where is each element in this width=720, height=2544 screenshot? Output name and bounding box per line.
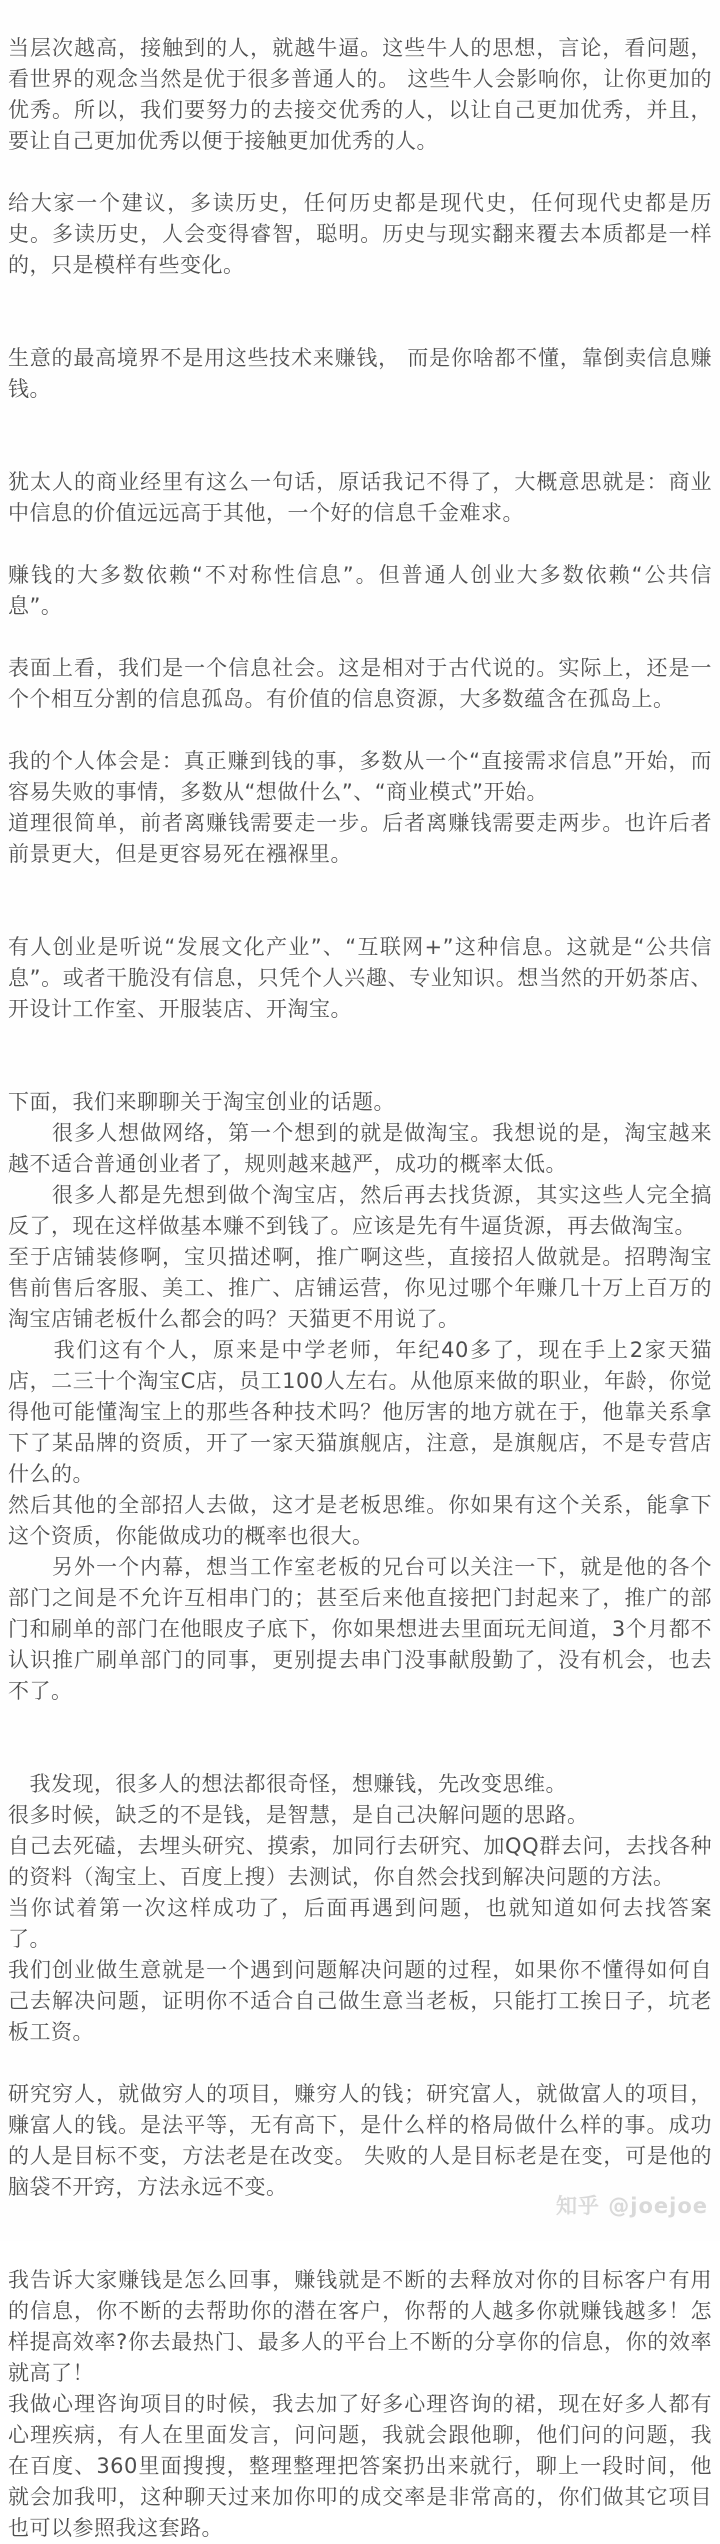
paragraph-spacer [8, 715, 712, 746]
paragraph-spacer [8, 157, 712, 188]
paragraph-spacer [8, 870, 712, 901]
paragraph: 下面，我们来聊聊关于淘宝创业的话题。 [8, 1090, 395, 1114]
watermark-text: 知乎 @joejoe [555, 2194, 708, 2218]
paragraph: 当层次越高，接触到的人，就越牛逼。这些牛人的思想，言论，看问题，看世界的观念当然是优于很多普通人的。 这些牛人会影响你，让你更加的优秀。所以，我们要努力的去接交优秀的人，以让自己更加优秀，并且，要让自己更加优秀以便于接触更加优秀的人。 [8, 36, 712, 153]
paragraph: 我发现，很多人的想法都很奇怪，想赚钱，先改变思维。 [8, 1772, 567, 1796]
paragraph-spacer [8, 622, 712, 653]
paragraph: 有人创业是听说“发展文化产业”、“互联网+”这种信息。这就是“公共信息”。或者干脆没有信息，只凭个人兴趣、专业知识。想当然的开奶茶店、开设计工作室、开服装店、开淘宝。 [8, 935, 712, 1021]
paragraph-spacer [8, 1738, 712, 1769]
paragraph: 我做心理咨询项目的时候，我去加了好多心理咨询的裙，现在好多人都有心理疾病，有人在里面发言，问问题，我就会跟他聊，他们问的问题，我在百度、360里面搜搜，整理整理把答案扔出来就行，聊上一段时间，他就会加我叩，这种聊天过来加你叩的成交率是非常高的，你们做其它项目也可以参照我这套路。 [8, 2392, 712, 2540]
paragraph-spacer [8, 2234, 712, 2265]
paragraph: 很多人想做网络，第一个想到的就是做淘宝。我想说的是，淘宝越来越不适合普通创业者了，规则越来越严，成功的概率太低。 [8, 1121, 712, 1176]
paragraph: 很多时候，缺乏的不是钱，是智慧，是自己决解问题的思路。 [8, 1803, 589, 1827]
paragraph: 然后其他的全部招人去做，这才是老板思维。你如果有这个关系，能拿下这个资质，你能做成功的概率也很大。 [8, 1493, 712, 1548]
paragraph: 给大家一个建议，多读历史，任何历史都是现代史，任何现代史都是历史。多读历史，人会变得睿智，聪明。历史与现实翻来覆去本质都是一样的，只是模样有些变化。 [8, 191, 712, 277]
paragraph-spacer [8, 436, 712, 467]
paragraph: 生意的最高境界不是用这些技术来赚钱， 而是你啥都不懂，靠倒卖信息赚钱。 [8, 346, 712, 401]
paragraph: 很多人都是先想到做个淘宝店，然后再去找货源，其实这些人完全搞反了，现在这样做基本赚不到钱了。应该是先有牛逼货源，再去做淘宝。 [8, 1183, 712, 1238]
paragraph: 我的个人体会是：真正赚到钱的事，多数从一个“直接需求信息”开始，而容易失败的事情，多数从“想做什么”、“商业模式”开始。 [8, 749, 712, 804]
paragraph: 当你试着第一次这样成功了，后面再遇到问题，也就知道如何去找答案了。 [8, 1896, 712, 1951]
paragraph: 我们创业做生意就是一个遇到问题解决问题的过程，如果你不懂得如何自己去解决问题，证明你不适合自己做生意当老板，只能打工挨日子，坑老板工资。 [8, 1958, 712, 2044]
paragraph: 犹太人的商业经里有这么一句话，原话我记不得了，大概意思就是：商业中信息的价值远远高于其他，一个好的信息千金难求。 [8, 470, 712, 525]
paragraph-spacer [8, 1025, 712, 1056]
paragraph: 另外一个内幕，想当工作室老板的兄台可以关注一下，就是他的各个部门之间是不允许互相串门的；甚至后来他直接把门封起来了，推广的部门和刷单的部门在他眼皮子底下，你如果想进去里面玩无间道，3个月都不认识推广刷单部门的同事，更别提去串门没事献殷勤了，没有机会，也去不了。 [8, 1555, 712, 1703]
paragraph-spacer [8, 1707, 712, 1738]
paragraph: 我们这有个人，原来是中学老师，年纪40多了，现在手上2家天猫店，二三十个淘宝C店，员工100人左右。从他原来做的职业，年龄，你觉得他可能懂淘宝上的那些各种技术吗？他厉害的地方就在于，他靠关系拿下了某品牌的资质，开了一家天猫旗舰店，注意，是旗舰店，不是专营店什么的。 [8, 1338, 712, 1486]
paragraph: 至于店铺装修啊，宝贝描述啊，推广啊这些，直接招人做就是。招聘淘宝售前售后客服、美工、推广、店铺运营，你见过哪个年赚几十万上百万的淘宝店铺老板什么都会的吗？天猫更不用说了。 [8, 1245, 712, 1331]
paragraph: 我告诉大家赚钱是怎么回事，赚钱就是不断的去释放对你的目标客户有用的信息，你不断的去帮助你的潜在客户，你帮的人越多你就赚钱越多！怎样提高效率?你去最热门、最多人的平台上不断的分享你的信息，你的效率就高了！ [8, 2268, 712, 2385]
paragraph: 研究穷人，就做穷人的项目，赚穷人的钱；研究富人，就做富人的项目，赚富人的钱。是法平等，无有高下，是什么样的格局做什么样的事。成功的人是目标不变，方法老是在改变。 失败的人是目标老是在变，可是他的脑袋不开窍，方法永远不变。 [8, 2082, 712, 2199]
paragraph-spacer [8, 2048, 712, 2079]
paragraph-spacer [8, 281, 712, 312]
zhihu-watermark [556, 2190, 708, 2220]
paragraph-spacer [8, 405, 712, 436]
paragraph: 自己去死磕，去埋头研究、摸索，加同行去研究、加QQ群去问，去找各种的资料（淘宝上、百度上搜）去测试，你自然会找到解决问题的方法。 [8, 1834, 712, 1889]
paragraph: 表面上看，我们是一个信息社会。这是相对于古代说的。实际上，还是一个个相互分割的信息孤岛。有价值的信息资源，大多数蕴含在孤岛上。 [8, 656, 712, 711]
paragraph: 道理很简单，前者离赚钱需要走一步。后者离赚钱需要走两步。也许后者前景更大，但是更容易死在襁褓里。 [8, 811, 712, 866]
paragraph-spacer [8, 312, 712, 343]
paragraph-spacer [8, 901, 712, 932]
paragraph-spacer [8, 529, 712, 560]
paragraph-spacer [8, 1056, 712, 1087]
paragraph: 赚钱的大多数依赖“不对称性信息”。但普通人创业大多数依赖“公共信息”。 [8, 563, 712, 618]
